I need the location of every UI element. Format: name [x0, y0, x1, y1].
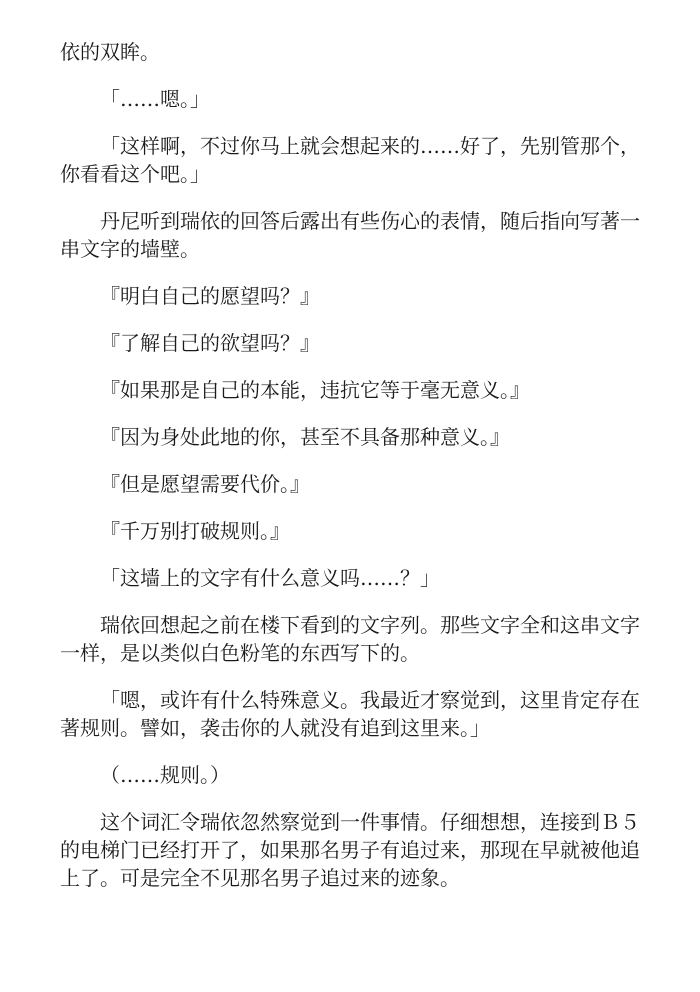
wall-text-line: 『但是愿望需要代价。』 — [100, 472, 310, 496]
dialogue-paragraph: 「这墙上的文字有什么意义吗……？」 — [100, 566, 440, 590]
dialogue-paragraph: 「这样啊，不过你马上就会想起来的……好了，先别管那个，你看看这个吧。」 — [60, 134, 640, 186]
document-page — [60, 38, 640, 911]
paragraph-continued: 依的双眸。 — [60, 40, 160, 64]
thought-paragraph: （……规则。） — [100, 763, 230, 787]
narration-paragraph: 这个词汇令瑞依忽然察觉到一件事情。仔细想想，连接到Ｂ５的电梯门已经打开了，如果那名男子有追过来，那现在早就被他追上了。可是完全不见那名男子追过来的迹象。 — [60, 810, 640, 890]
dialogue-paragraph: 「嗯，或许有什么特殊意义。我最近才察觉到，这里肯定存在著规则。譬如，袭击你的人就没有追到这里来。」 — [60, 688, 640, 740]
wall-text-line: 『明白自己的愿望吗？』 — [100, 284, 320, 308]
narration-paragraph: 丹尼听到瑞依的回答后露出有些伤心的表情，随后指向写著一串文字的墙壁。 — [60, 209, 640, 261]
wall-text-line: 『因为身处此地的你，甚至不具备那种意义。』 — [100, 425, 510, 449]
wall-text-line: 『如果那是自己的本能，违抗它等于毫无意义。』 — [100, 378, 530, 402]
wall-text-line: 『了解自己的欲望吗？』 — [100, 331, 320, 355]
narration-paragraph: 瑞依回想起之前在楼下看到的文字列。那些文字全和这串文字一样，是以类似白色粉笔的东西写下的。 — [60, 613, 640, 665]
dialogue-paragraph: 「……嗯。」 — [100, 87, 210, 111]
wall-text-line: 『千万别打破规则。』 — [100, 519, 290, 543]
